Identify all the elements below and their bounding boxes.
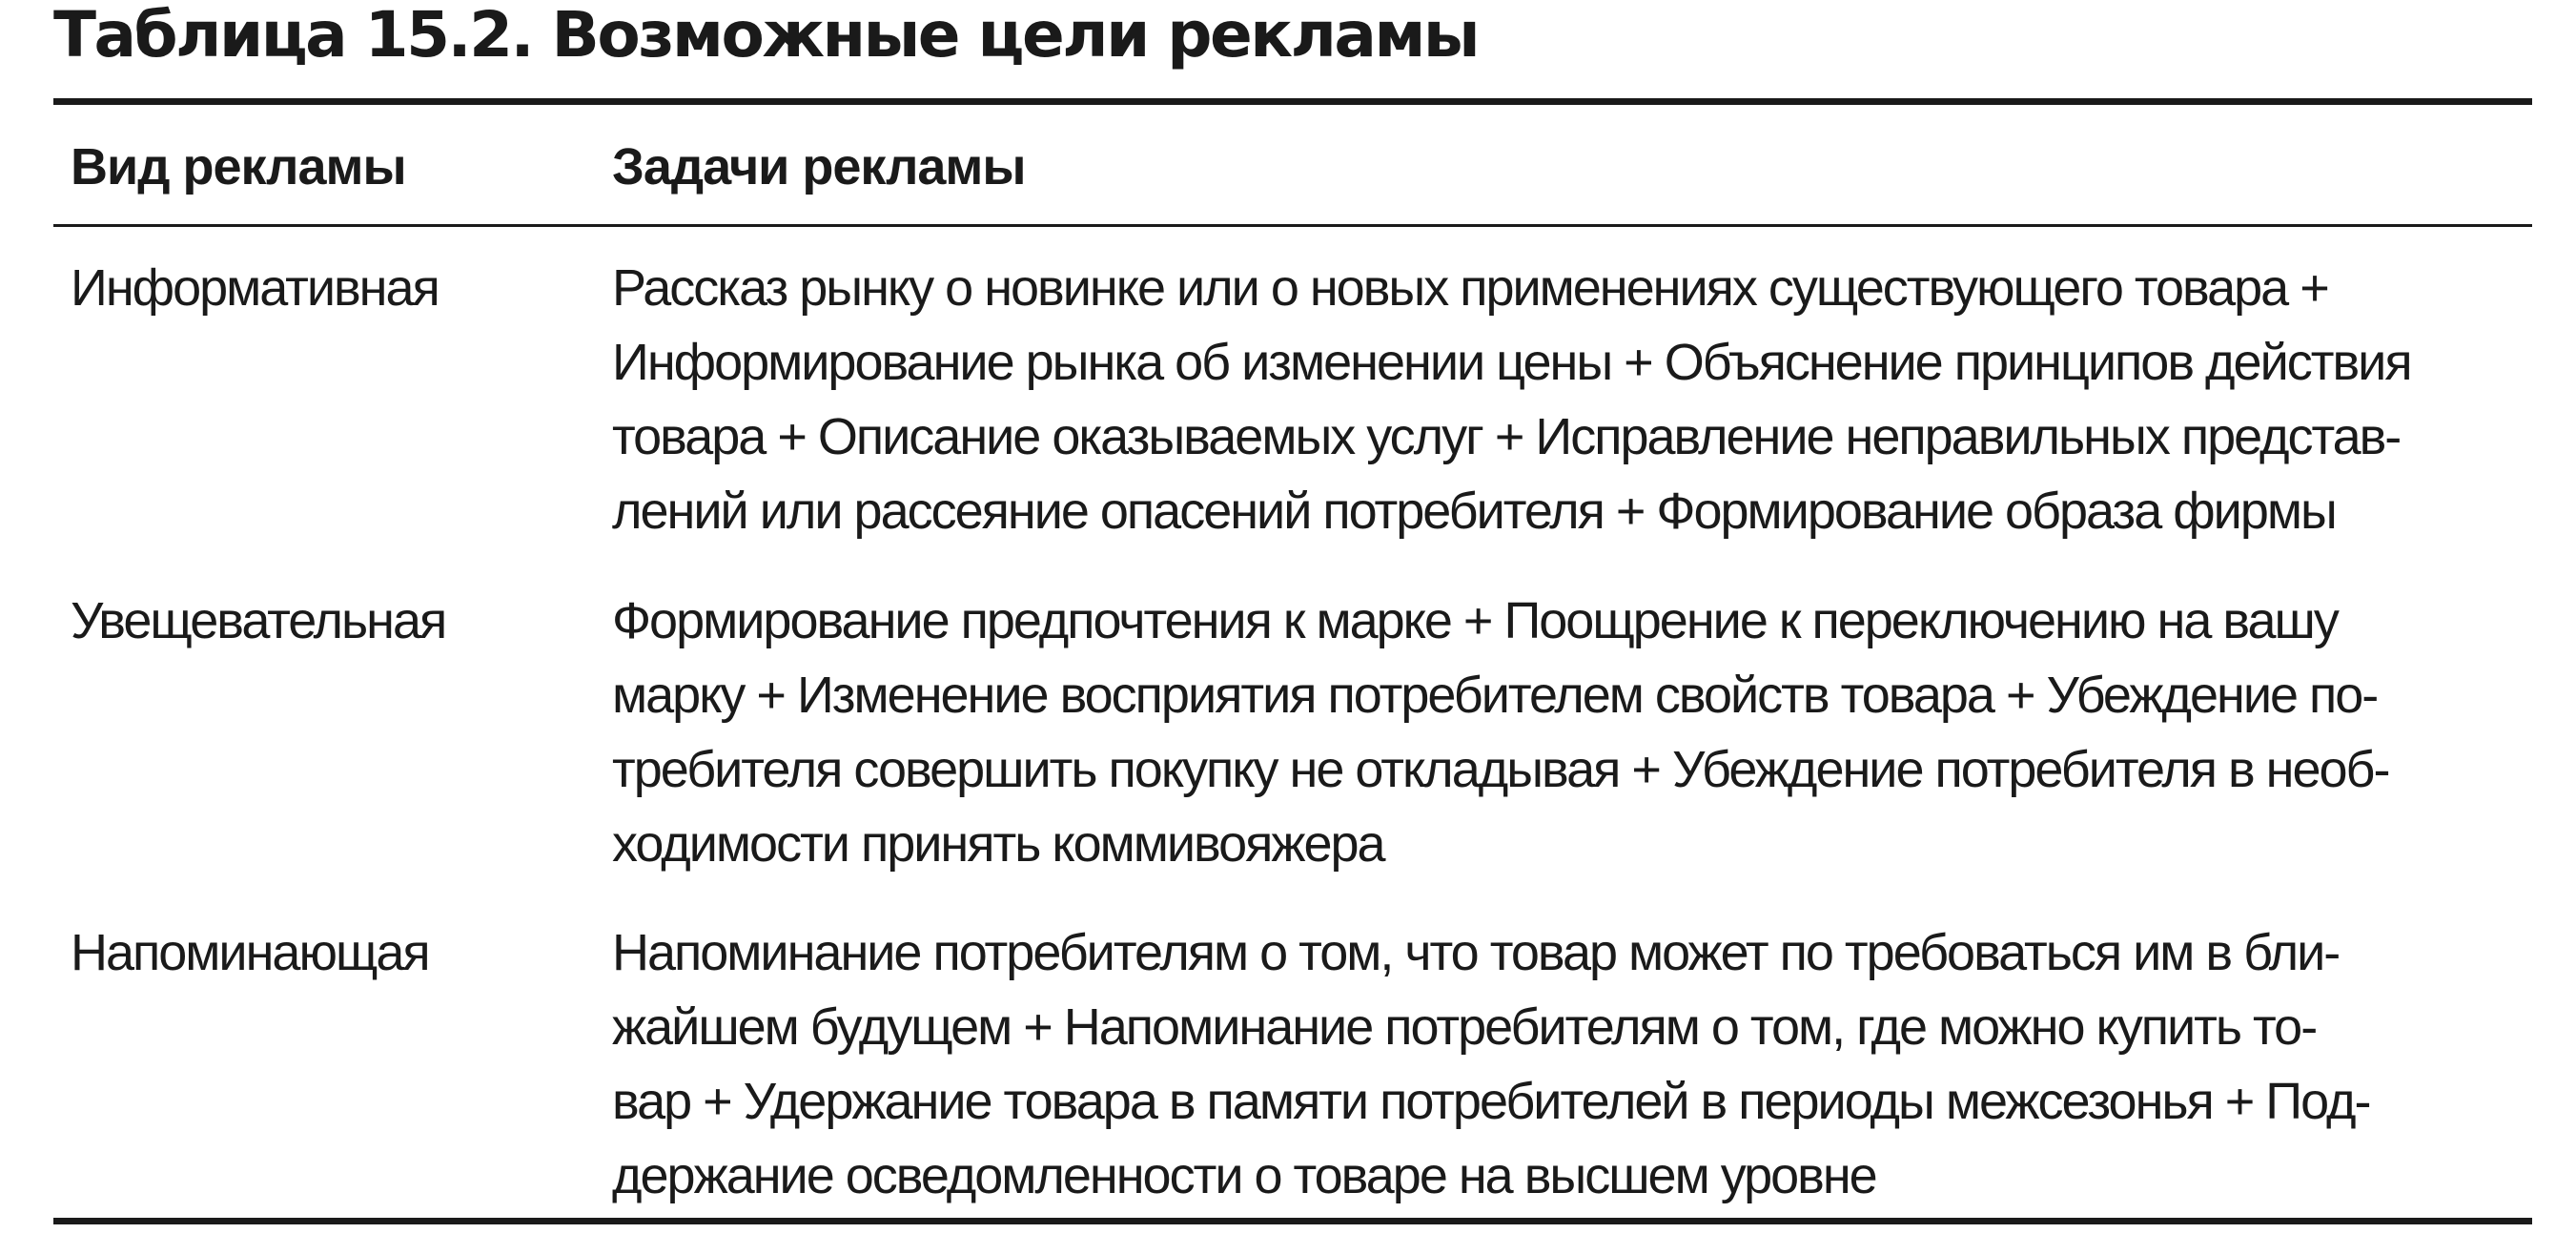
row-type-persuasive: Увещевательная bbox=[71, 592, 446, 649]
tasks-line: Формирование предпочтения к марке + Поощрение к переключению на вашу bbox=[612, 592, 2338, 649]
tasks-line: требителя совершить покупку не откладывая + Убеждение потребителя в необ- bbox=[612, 741, 2389, 798]
tasks-line: вар + Удержание товара в памяти потребителей в периоды межсезонья + Под- bbox=[612, 1073, 2370, 1130]
column-header-ad-type: Вид рекламы bbox=[71, 138, 406, 195]
tasks-line: Рассказ рынку о новинке или о новых применениях существующего товара + bbox=[612, 259, 2328, 317]
tasks-line: держание осведомленности о товаре на высшем уровне bbox=[612, 1147, 1876, 1204]
tasks-line: Информирование рынка об изменении цены + Объяснение принципов действия bbox=[612, 334, 2411, 391]
tasks-line: лений или рассеяние опасений потребителя + Формирование образа фирмы bbox=[612, 483, 2336, 540]
tasks-line: Напоминание потребителям о том, что товар может по требоваться им в бли- bbox=[612, 924, 2340, 981]
row-tasks-persuasive bbox=[612, 584, 2532, 881]
row-type-reminder: Напоминающая bbox=[71, 924, 429, 981]
table-title: Таблица 15.2. Возможные цели рекламы bbox=[53, 0, 1479, 72]
column-header-ad-tasks: Задачи рекламы bbox=[612, 138, 1026, 195]
tasks-line: ходимости принять коммивояжера bbox=[612, 815, 1384, 873]
row-tasks-reminder bbox=[612, 915, 2532, 1213]
row-type-informative: Информативная bbox=[71, 259, 439, 317]
tasks-line: жайшем будущем + Напоминание потребителям о том, где можно купить то- bbox=[612, 998, 2317, 1056]
table-page bbox=[53, 0, 2532, 1254]
header-divider-rule bbox=[53, 224, 2532, 227]
tasks-line: марку + Изменение восприятия потребителем свойств товара + Убеждение по- bbox=[612, 667, 2378, 724]
table-bottom-rule bbox=[53, 1218, 2532, 1224]
table-top-rule bbox=[53, 98, 2532, 105]
row-tasks-informative bbox=[612, 251, 2532, 548]
tasks-line: товара + Описание оказываемых услуг + Исправление неправильных представ- bbox=[612, 408, 2401, 465]
